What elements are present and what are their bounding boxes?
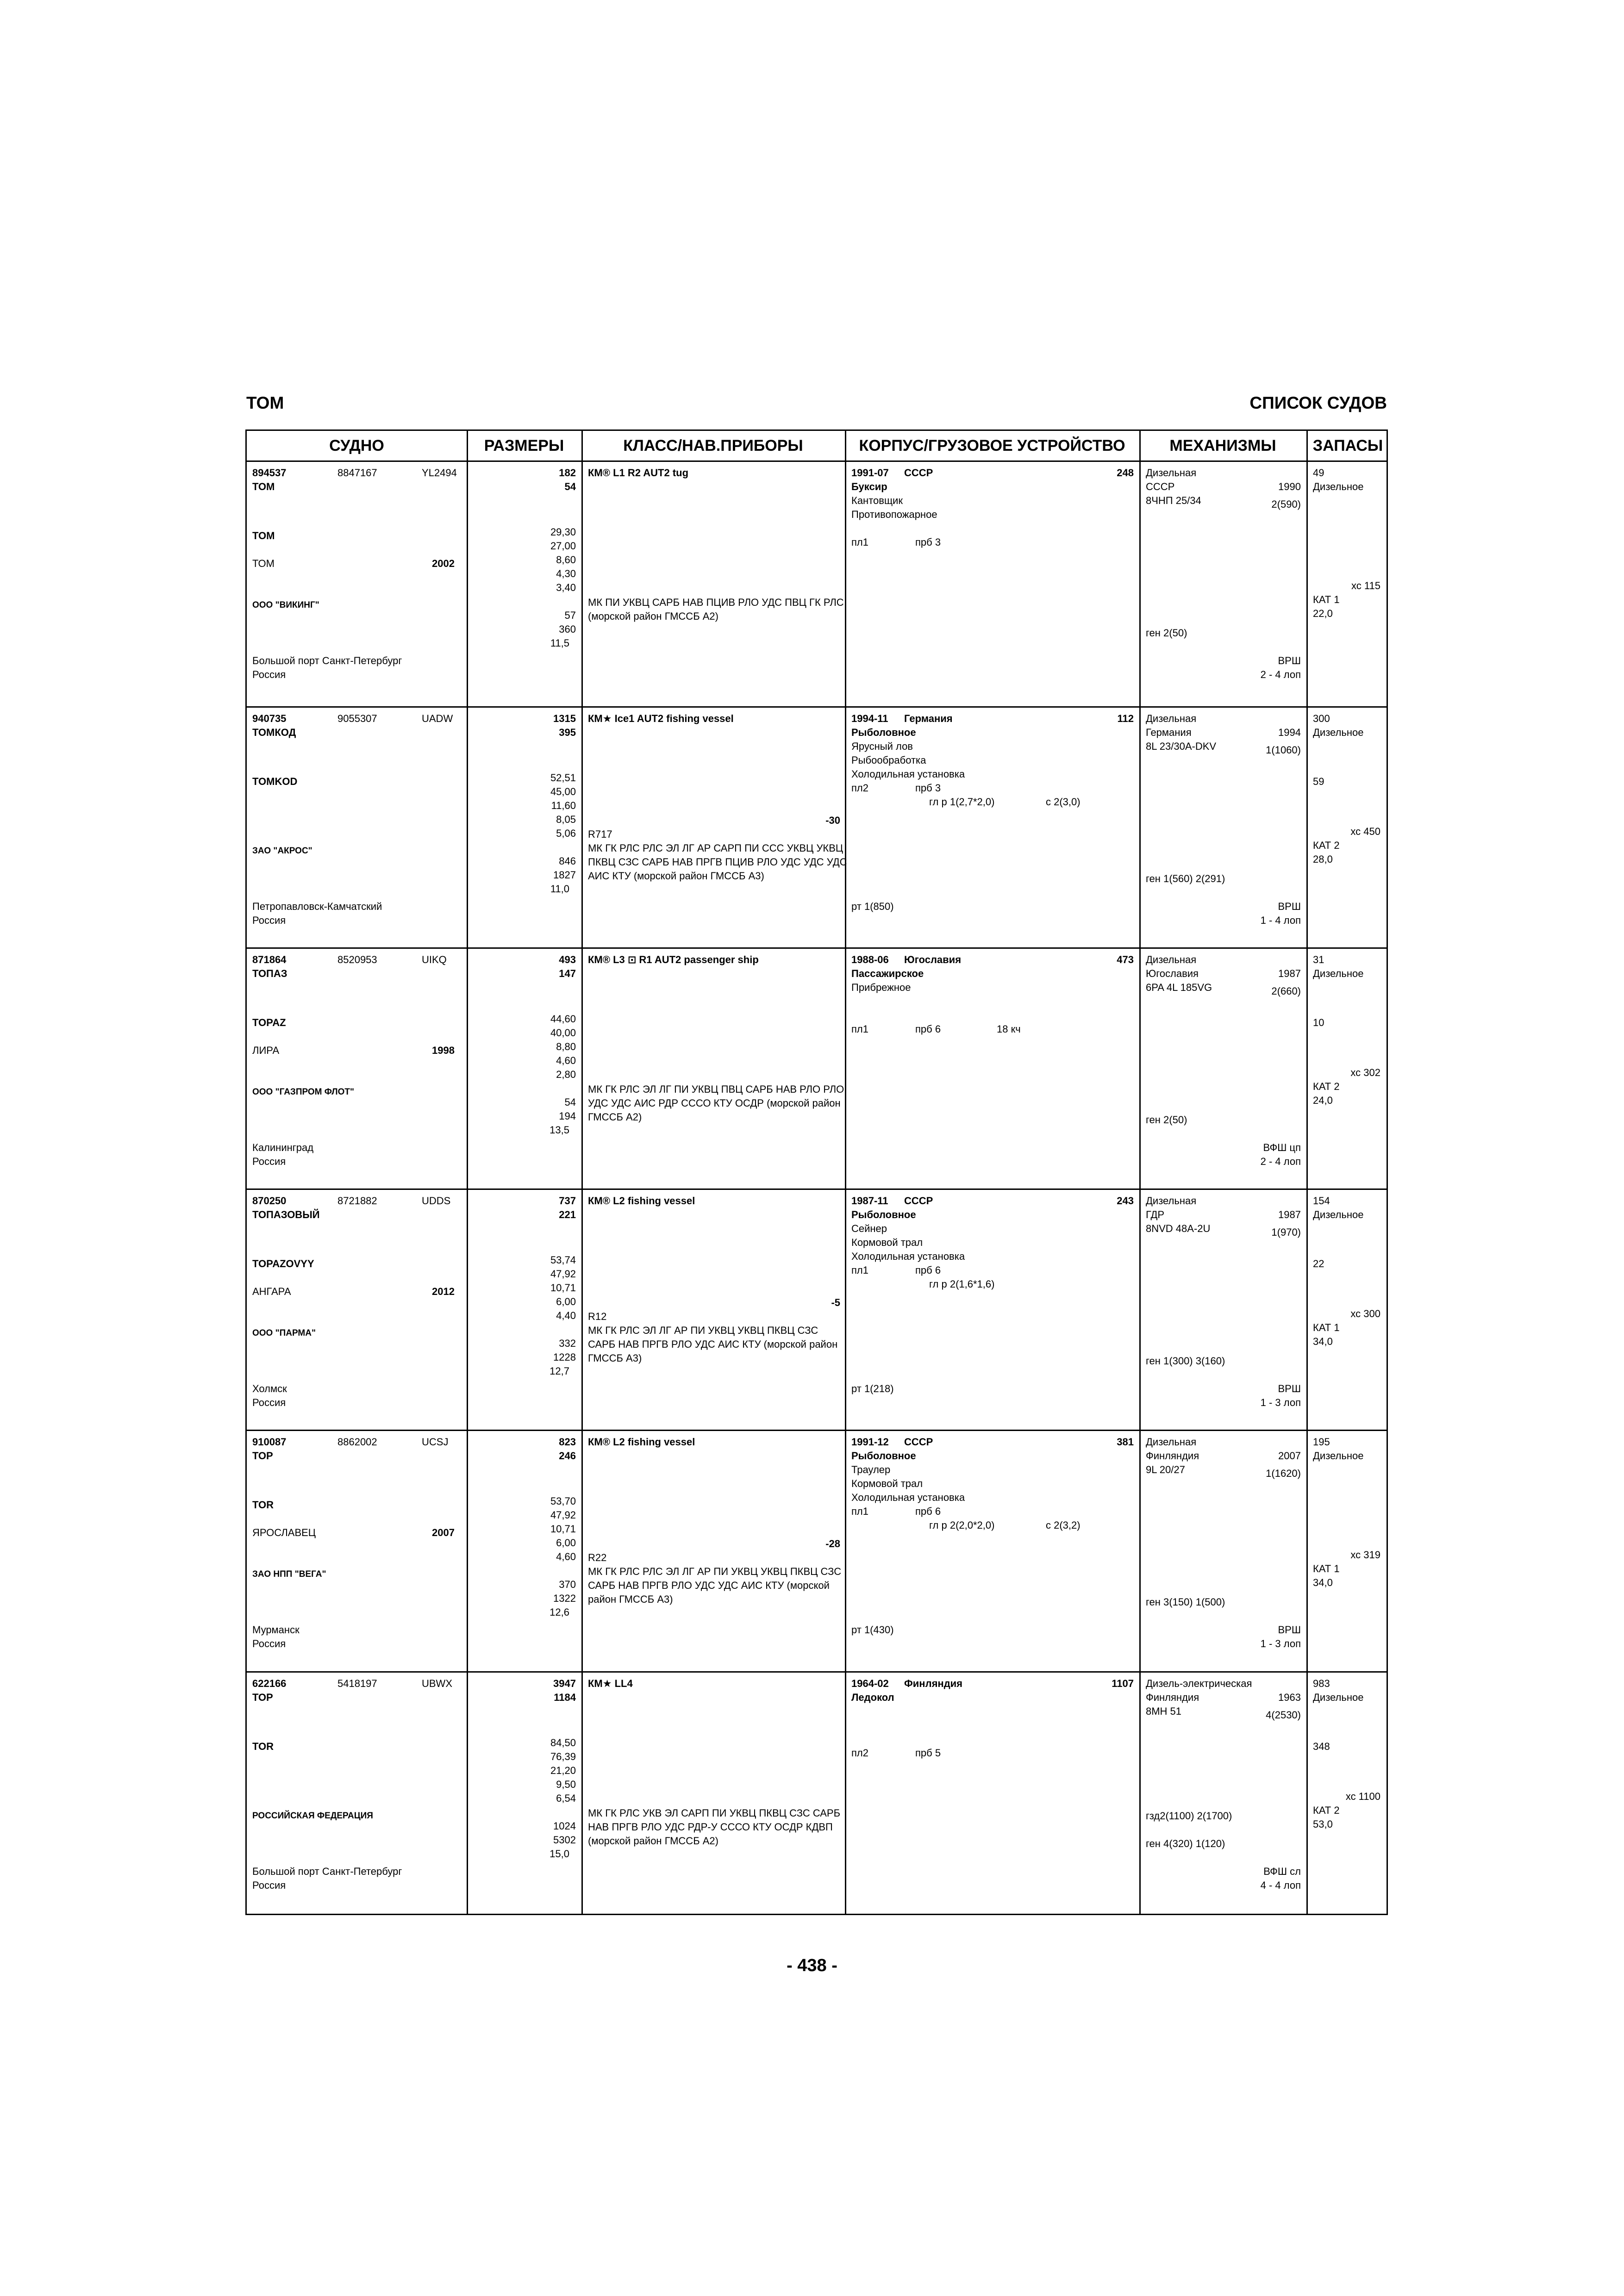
generators: ген 2(50) [1146,627,1187,639]
engine-type: Дизельная [1146,954,1197,965]
engine-type: Дизельная [1146,1195,1197,1207]
net-tonnage: 54 [564,481,576,492]
displacement: 194 [559,1110,576,1122]
ship-name-latin: TOR [252,1499,274,1511]
lifeboat-category: КАТ 2 [1313,1081,1340,1092]
port-of-registry: Мурманск [252,1624,300,1636]
build-country: СССР [904,467,933,479]
record-separator [247,1430,1387,1431]
length-overall: 53,70 [550,1495,576,1507]
ship-description: Холодильная установка [851,1251,965,1262]
column-divider [845,431,846,1914]
lifeboat-category: КАТ 1 [1313,1322,1340,1333]
ship-type: Рыболовное [851,1450,916,1462]
ship-description: Холодильная установка [851,1492,965,1503]
generators: ген 2(50) [1146,1114,1187,1126]
column-header-supplies: ЗАПАСЫ [1312,437,1383,454]
class-notation: КМ★ LL4 [588,1678,633,1689]
speed: 12,6 [550,1606,569,1618]
speed: 11,5 [550,637,569,649]
speed: 15,0 [550,1848,569,1860]
former-name: ЯРОСЛАВЕЦ [252,1527,316,1538]
net-tonnage: 147 [559,968,576,979]
depth: 4,30 [556,568,576,579]
hull-number: 248 [1117,467,1134,479]
hull-number: 112 [1117,713,1134,724]
imo-number: 8862002 [337,1436,377,1448]
build-country: Финляндия [904,1678,963,1689]
build-country: СССР [904,1195,933,1207]
engine-year: 1963 [1278,1692,1301,1703]
propeller-type: ВРШ [1278,901,1301,912]
generators: ген 1(300) 3(160) [1146,1355,1225,1367]
passenger-capacity: 18 кч [997,1023,1021,1035]
crew-capacity: хс 319 [1350,1549,1380,1561]
cargo-cranes: с 2(3,0) [1046,796,1081,808]
column-header-dimensions: РАЗМЕРЫ [484,437,564,454]
breadth: 10,71 [550,1282,576,1294]
build-date: 1988-06 [851,954,889,965]
owner: РОССИЙСКАЯ ФЕДЕРАЦИЯ [252,1811,373,1821]
breadth: 8,60 [556,554,576,566]
navigation-equipment: МК ГК РЛС ЭЛ ЛГ ПИ УКВЦ ПВЦ САРБ НАВ РЛО РЛО УДС УДС АИС РДР СССО КТУ ОСДР (морской район ГМССБ А2) [588,1083,844,1123]
port-of-registry: Большой порт Санкт-Петербург [252,655,402,666]
displacement: 1827 [553,869,576,881]
fuel-type: Дизельное [1313,481,1364,492]
engine-type: Дизельная [1146,713,1197,724]
ship-description: Прибрежное [851,982,911,993]
gross-tonnage: 3947 [553,1678,576,1689]
ship-name: ТОМКОД [252,727,296,738]
deadweight: 846 [559,855,576,867]
navigation-area: R12 [588,1311,607,1322]
length-pp: 76,39 [550,1751,576,1762]
cargo-hatches: гл р 1(2,7*2,0) [929,796,995,808]
navigation-area: R717 [588,828,612,840]
ship-name: ТОР [252,1692,273,1703]
decks: пл1 [851,1023,868,1035]
ship-type: Буксир [851,481,887,492]
ship-name: ТОР [252,1450,273,1462]
port-of-registry: Холмск [252,1383,287,1394]
bulkheads: прб 5 [915,1747,941,1759]
register-number: 870250 [252,1195,287,1207]
engine-country: СССР [1146,481,1175,492]
deadweight: 332 [559,1338,576,1349]
ship-type: Рыболовное [851,1209,916,1220]
record-separator [247,706,1387,708]
build-date: 1994-11 [851,713,888,724]
hold-capacity: рт 1(850) [851,901,894,912]
gross-tonnage: 823 [559,1436,576,1448]
class-notation: КМ® L1 R2 AUT2 tug [588,467,689,479]
propeller-blades: 1 - 4 лоп [1260,915,1301,926]
imo-number: 5418197 [337,1678,377,1689]
build-date: 1991-12 [851,1436,889,1448]
deadweight: 1024 [553,1820,576,1832]
length-overall: 29,30 [550,526,576,538]
autonomy: 34,0 [1313,1336,1333,1347]
register-number: 910087 [252,1436,287,1448]
length-pp: 40,00 [550,1027,576,1039]
engine-power: 4(2530) [1266,1709,1301,1721]
gross-tonnage: 493 [559,954,576,965]
ship-name: ТОПАЗ [252,968,287,979]
engine-year: 2007 [1278,1450,1301,1462]
call-sign: UCSJ [422,1436,449,1448]
decks: пл1 [851,1506,868,1517]
fuel-capacity: 983 [1313,1678,1330,1689]
navigation-equipment: МК ГК РЛС УКВ ЭЛ САРП ПИ УКВЦ ПКВЦ СЗС САРБ НАВ ПРГВ РЛО УДС РДР-У СССО КТУ ОСДР КДВП (морской район ГМССБ А2) [588,1807,841,1847]
water-capacity: 22 [1313,1258,1324,1269]
call-sign: UADW [422,713,453,724]
ship-type: Пассажирское [851,968,924,979]
navigation-equipment: МК ГК РЛС РЛС ЭЛ ЛГ АР САРП ПИ ССС УКВЦ УКВЦ ПКВЦ СЗС САРБ НАВ ПРГВ ПЦИВ РЛО УДС УДС УДС АИС КТУ (морской район ГМССБ А3) [588,842,847,882]
deadweight: 57 [564,610,576,621]
class-notation: КМ® L3 ⊡ R1 AUT2 passenger ship [588,954,759,965]
bulkheads: прб 3 [915,536,941,548]
ship-description: Кормовой трал [851,1478,923,1489]
breadth: 11,60 [551,800,576,811]
lifeboat-category: КАТ 2 [1313,840,1340,851]
record-separator [247,1671,1387,1673]
ship-description: Траулер [851,1464,891,1475]
hold-capacity: рт 1(430) [851,1624,894,1636]
fuel-capacity: 154 [1313,1195,1330,1207]
displacement: 1322 [553,1593,576,1604]
depth: 6,00 [556,1296,576,1307]
gross-tonnage: 182 [559,467,576,479]
length-overall: 84,50 [550,1737,576,1748]
generators: гзд2(1100) 2(1700) [1146,1810,1232,1822]
owner: ООО "ВИКИНГ" [252,600,319,610]
water-capacity: 59 [1313,776,1324,787]
owner: ООО "ГАЗПРОМ ФЛОТ" [252,1087,355,1097]
former-name-year: 2007 [432,1527,455,1538]
bulkheads: прб 6 [915,1023,941,1035]
register-number: 894537 [252,467,287,479]
owner: ЗАО НПП "ВЕГА" [252,1569,326,1579]
engine-country: ГДР [1146,1209,1165,1220]
class-notation: КМ® L2 fishing vessel [588,1195,695,1207]
owner: ООО "ПАРМА" [252,1328,316,1338]
net-tonnage: 395 [559,727,576,738]
build-date: 1987-11 [851,1195,888,1207]
draught: 5,06 [556,828,576,839]
former-name-year: 2012 [432,1286,455,1297]
ship-name-latin: TOPAZOVYY [252,1258,314,1269]
ship-name: ТОМ [252,481,275,492]
autonomy: 28,0 [1313,853,1333,865]
decks: пл2 [851,782,868,794]
flag-country: Россия [252,1879,286,1891]
length-pp: 45,00 [550,786,576,797]
hull-number: 243 [1117,1195,1134,1207]
displacement: 1228 [553,1351,576,1363]
ship-name-latin: TOR [252,1741,274,1752]
cargo-cranes: с 2(3,2) [1046,1519,1081,1531]
former-name: ЛИРА [252,1045,280,1056]
depth: 6,00 [556,1537,576,1549]
register-number: 622166 [252,1678,287,1689]
call-sign: UDDS [422,1195,451,1207]
owner: ЗАО "АКРОС" [252,846,312,856]
water-capacity: 348 [1313,1741,1330,1752]
engine-power: 1(1620) [1266,1468,1301,1479]
net-tonnage: 1184 [554,1692,576,1703]
propeller-blades: 1 - 3 лоп [1260,1638,1301,1649]
engine-power: 1(970) [1271,1226,1301,1238]
engine-model: 8MH 51 [1146,1705,1182,1717]
ship-name-latin: TOMKOD [252,776,298,787]
length-overall: 53,74 [550,1254,576,1266]
flag-country: Россия [252,1638,286,1649]
length-pp: 27,00 [550,540,576,552]
displacement: 360 [559,623,576,635]
propeller-blades: 4 - 4 лоп [1260,1879,1301,1891]
build-country: СССР [904,1436,933,1448]
imo-number: 8721882 [337,1195,377,1207]
ship-description: Кормовой трал [851,1237,923,1248]
ship-name: ТОПАЗОВЫЙ [252,1209,320,1220]
length-overall: 44,60 [550,1013,576,1025]
fuel-type: Дизельное [1313,727,1364,738]
navigation-area: R22 [588,1552,607,1563]
propeller-type: ВФШ цп [1263,1142,1301,1153]
column-divider [1139,431,1141,1914]
imo-number: 8520953 [337,954,377,965]
running-header-right: СПИСОК СУДОВ [1249,393,1387,412]
fuel-capacity: 31 [1313,954,1324,965]
engine-year: 1994 [1278,727,1301,738]
ice-temperature: -30 [825,815,840,826]
fuel-type: Дизельное [1313,1692,1364,1703]
draught: 4,40 [556,1310,576,1321]
engine-model: 6PA 4L 185VG [1146,982,1212,993]
displacement: 5302 [553,1834,576,1846]
hold-capacity: рт 1(218) [851,1383,894,1394]
fuel-type: Дизельное [1313,1450,1364,1462]
build-date: 1964-02 [851,1678,889,1689]
crew-capacity: хс 115 [1351,580,1380,591]
engine-country: Германия [1146,727,1192,738]
propeller-type: ВРШ [1278,655,1301,666]
ship-description: Ярусный лов [851,740,913,752]
register-number: 940735 [252,713,287,724]
record-separator [247,947,1387,949]
engine-country: Финляндия [1146,1692,1199,1703]
navigation-equipment: МК ПИ УКВЦ САРБ НАВ ПЦИВ РЛО УДС ПВЦ ГК РЛС (морской район ГМССБ А2) [588,597,844,622]
engine-year: 1987 [1278,1209,1301,1220]
fuel-capacity: 300 [1313,713,1330,724]
port-of-registry: Калининград [252,1142,314,1153]
former-name: ТОМ [252,558,275,569]
column-divider [1306,431,1308,1914]
decks: пл2 [851,1747,868,1759]
ship-register-table [245,429,1388,1915]
engine-country: Югославия [1146,968,1199,979]
imo-number: 8847167 [337,467,377,479]
hull-number: 1107 [1112,1678,1134,1689]
depth: 8,05 [556,814,576,825]
former-name-year: 2002 [432,558,455,569]
length-pp: 47,92 [550,1268,576,1280]
draught: 2,80 [556,1069,576,1080]
length-overall: 52,51 [550,772,576,784]
propeller-blades: 2 - 4 лоп [1260,1156,1301,1167]
running-header-left: ТОМ [246,393,284,412]
port-of-registry: Петропавловск-Камчатский [252,901,382,912]
flag-country: Россия [252,915,286,926]
length-pp: 47,92 [550,1509,576,1521]
fuel-capacity: 195 [1313,1436,1330,1448]
hull-number: 381 [1117,1436,1134,1448]
class-notation: КМ® L2 fishing vessel [588,1436,695,1448]
bulkheads: прб 6 [915,1264,941,1276]
ship-type: Ледокол [851,1692,894,1703]
column-header-hull: КОРПУС/ГРУЗОВОЕ УСТРОЙСТВО [859,437,1125,454]
ship-description: Противопожарное [851,509,937,520]
hull-number: 473 [1117,954,1134,965]
engine-power: 2(590) [1271,498,1301,510]
record-separator [247,1188,1387,1190]
engine-model: 8L 23/30A-DKV [1146,740,1217,752]
water-capacity: 10 [1313,1017,1324,1028]
build-date: 1991-07 [851,467,889,479]
breadth: 8,80 [556,1041,576,1052]
crew-capacity: хс 1100 [1345,1791,1380,1802]
ship-description: Кантовщик [851,495,903,506]
crew-capacity: хс 450 [1350,826,1380,837]
fuel-type: Дизельное [1313,1209,1364,1220]
engine-model: 9L 20/27 [1146,1464,1185,1475]
autonomy: 53,0 [1313,1818,1333,1830]
draught: 6,54 [556,1792,576,1804]
cargo-hatches: гл р 2(2,0*2,0) [929,1519,995,1531]
decks: пл1 [851,1264,868,1276]
page-number: - 438 - [787,1956,837,1975]
net-tonnage: 246 [559,1450,576,1462]
fuel-capacity: 49 [1313,467,1324,479]
depth: 9,50 [556,1779,576,1790]
gross-tonnage: 737 [559,1195,576,1207]
generators: ген 3(150) 1(500) [1146,1596,1225,1608]
propeller-type: ВРШ [1278,1624,1301,1636]
build-country: Германия [904,713,953,724]
flag-country: Россия [252,1397,286,1408]
bulkheads: прб 3 [915,782,941,794]
build-country: Югославия [904,954,962,965]
ship-description: Сейнер [851,1223,887,1234]
flag-country: Россия [252,669,286,680]
former-name-year: 1998 [432,1045,455,1056]
propeller-blades: 2 - 4 лоп [1260,669,1301,680]
former-name: АНГАРА [252,1286,291,1297]
bulkheads: прб 6 [915,1506,941,1517]
class-notation: КМ★ Ice1 AUT2 fishing vessel [588,713,734,724]
lifeboat-category: КАТ 2 [1313,1804,1340,1816]
column-divider [581,431,583,1914]
engine-year: 1987 [1278,968,1301,979]
engine-year: 1990 [1278,481,1301,492]
gross-tonnage: 1315 [553,713,576,724]
flag-country: Россия [252,1156,286,1167]
draught: 4,60 [556,1551,576,1562]
navigation-equipment: МК ГК РЛС ЭЛ ЛГ АР ПИ УКВЦ УКВЦ ПКВЦ СЗС САРБ НАВ ПРГВ РЛО УДС АИС КТУ (морской район ГМССБ А3) [588,1325,838,1364]
engine-type: Дизель-электрическая [1146,1678,1252,1689]
speed: 12,7 [550,1365,569,1377]
column-header-ship: СУДНО [329,437,384,454]
decks: пл1 [851,536,868,548]
breadth: 21,20 [550,1765,576,1776]
speed: 11,0 [550,883,569,895]
crew-capacity: хс 300 [1350,1308,1380,1319]
autonomy: 34,0 [1313,1577,1333,1588]
draught: 3,40 [556,582,576,593]
autonomy: 22,0 [1313,608,1333,619]
engine-type: Дизельная [1146,1436,1197,1448]
speed: 13,5 [550,1124,569,1136]
cargo-hatches: гл р 2(1,6*1,6) [929,1278,995,1290]
engine-model: 8ЧНП 25/34 [1146,495,1201,506]
ship-name-latin: TOM [252,530,275,541]
generators: ген 1(560) 2(291) [1146,873,1225,884]
header-separator [247,460,1387,462]
register-number: 871864 [252,954,287,965]
breadth: 10,71 [550,1523,576,1535]
ice-temperature: -28 [825,1538,840,1549]
engine-model: 8NVD 48A-2U [1146,1223,1211,1234]
column-header-class: КЛАСС/НАВ.ПРИБОРЫ [623,437,803,454]
call-sign: UBWX [422,1678,452,1689]
lifeboat-category: КАТ 1 [1313,1563,1340,1574]
engine-type: Дизельная [1146,467,1197,479]
propeller-blades: 1 - 3 лоп [1260,1397,1301,1408]
depth: 4,60 [556,1055,576,1066]
call-sign: UIKQ [422,954,447,965]
port-of-registry: Большой порт Санкт-Петербург [252,1866,402,1877]
deadweight: 54 [564,1096,576,1108]
generators-extra: ген 4(320) 1(120) [1146,1838,1225,1849]
propeller-type: ВФШ сл [1263,1866,1301,1877]
lifeboat-category: КАТ 1 [1313,594,1340,605]
engine-power: 2(660) [1271,985,1301,997]
call-sign: YL2494 [422,467,457,479]
ship-description: Рыбообработка [851,754,926,766]
autonomy: 24,0 [1313,1095,1333,1106]
net-tonnage: 221 [559,1209,576,1220]
ship-name-latin: TOPAZ [252,1017,286,1028]
deadweight: 370 [559,1579,576,1590]
ship-description: Холодильная установка [851,768,965,780]
ship-type: Рыболовное [851,727,916,738]
imo-number: 9055307 [337,713,377,724]
navigation-equipment: МК ГК РЛС РЛС ЭЛ ЛГ АР ПИ УКВЦ УКВЦ ПКВЦ СЗС САРБ НАВ ПРГВ РЛО УДС УДС АИС КТУ (морской район ГМССБ А3) [588,1566,842,1605]
engine-power: 1(1060) [1266,744,1301,756]
engine-country: Финляндия [1146,1450,1199,1462]
ice-temperature: -5 [831,1297,840,1308]
column-header-machinery: МЕХАНИЗМЫ [1169,437,1276,454]
propeller-type: ВРШ [1278,1383,1301,1394]
fuel-type: Дизельное [1313,968,1364,979]
crew-capacity: хс 302 [1350,1067,1380,1078]
